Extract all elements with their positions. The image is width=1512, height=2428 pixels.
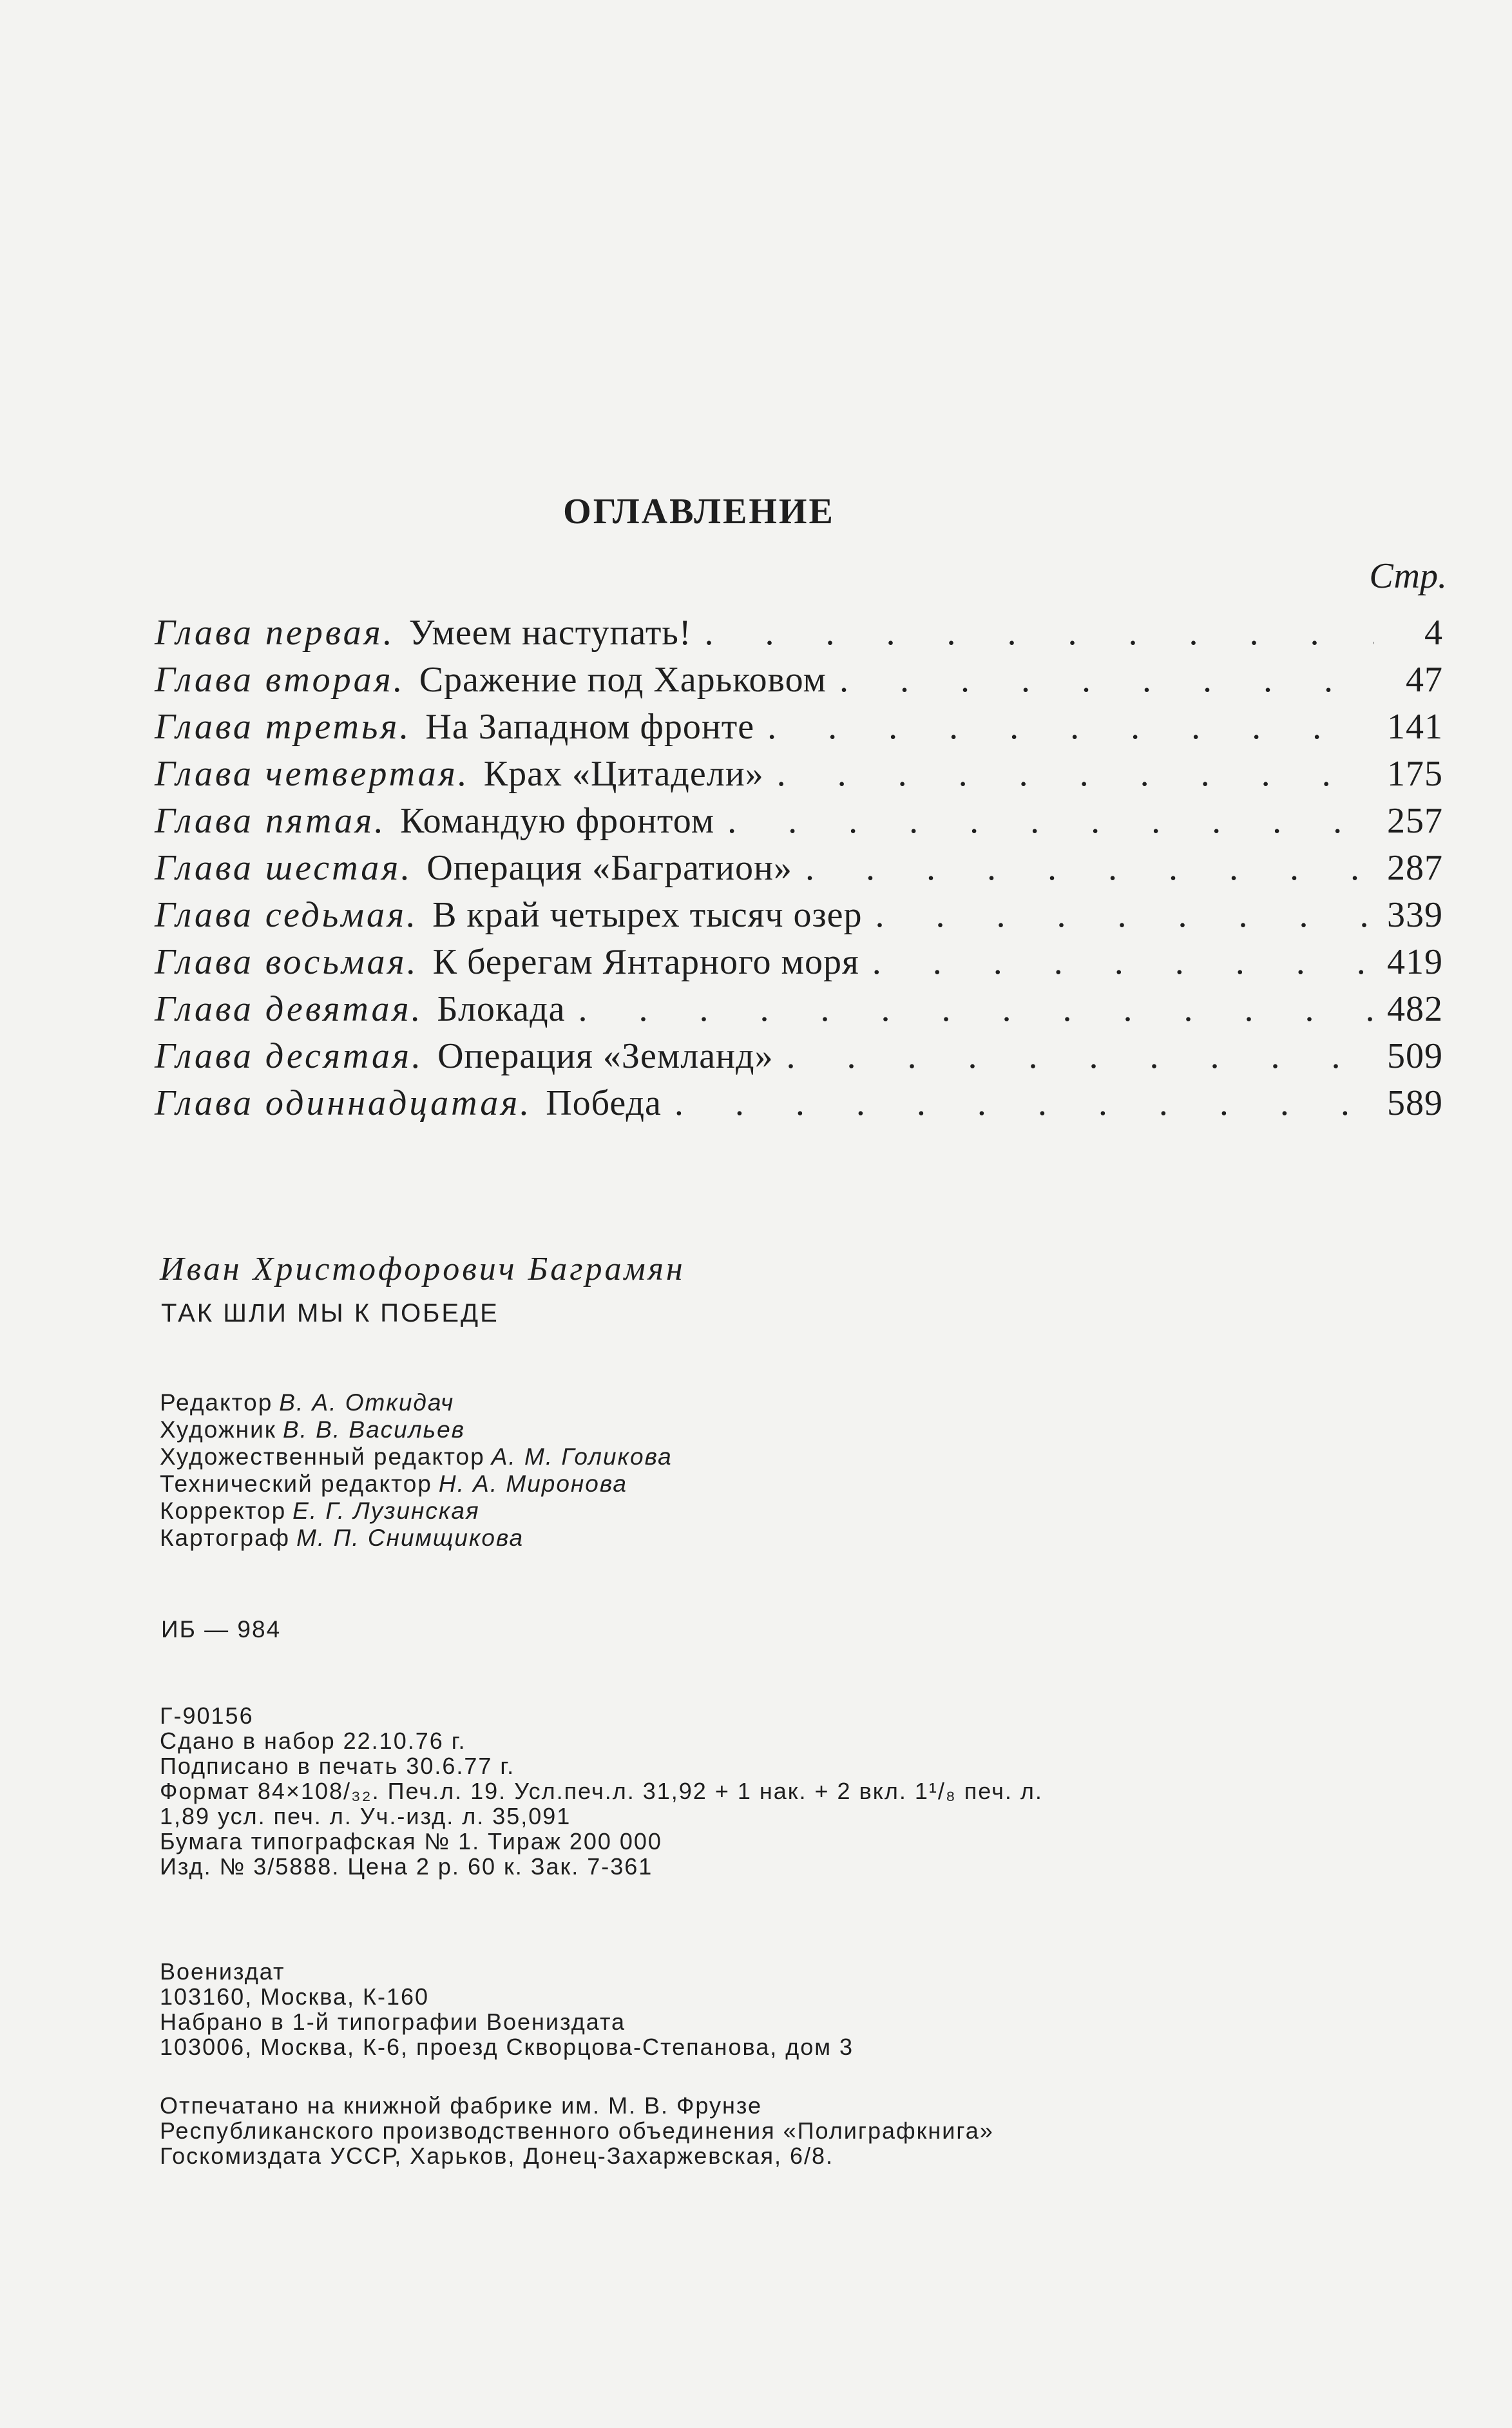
page-column-label: Стр. [1369,556,1447,596]
toc-entry [155,706,1443,753]
book-title: ТАК ШЛИ МЫ К ПОБЕДЕ [161,1299,499,1327]
table-of-contents [155,612,1443,1130]
printer-line: Госкомиздата УССР, Харьков, Донец-Захаржевская, 6/8. [160,2143,834,2169]
toc-title: Операция «Багратион» [426,848,792,888]
credit-role: Художник [160,1416,276,1443]
toc-title: Операция «Земланд» [437,1036,774,1076]
toc-chapter: Глава девятая. [155,989,423,1029]
toc-entry [155,988,1443,1036]
toc-entry [155,1036,1443,1083]
publisher-line: Набрано в 1-й типографии Воениздата [160,2009,626,2035]
credit-line [160,1525,673,1552]
imprint-block [160,1703,1043,1879]
toc-title: Победа [546,1083,662,1123]
toc-chapter: Глава первая. [155,613,395,653]
credit-person: Е. Г. Лузинская [292,1498,480,1524]
toc-entry [155,941,1443,988]
toc-entry [155,612,1443,659]
toc-page-number: 287 [1387,848,1443,888]
toc-chapter: Глава четвертая. [155,754,470,794]
imprint-line: Г-90156 [160,1702,254,1729]
ib-number: ИБ — 984 [161,1616,282,1643]
credit-role: Художественный редактор [160,1443,485,1470]
toc-entry [155,847,1443,894]
toc-leader-dots [839,659,1373,700]
imprint-line: Изд. № 3/5888. Цена 2 р. 60 к. Зак. 7-361 [160,1853,653,1880]
toc-page-number: 482 [1387,989,1443,1029]
toc-leader-dots [675,1083,1373,1124]
toc-title: Умеем наступать! [408,613,692,653]
toc-page-number: 47 [1406,660,1443,700]
toc-title: К берегам Янтарного моря [432,942,859,982]
toc-leader-dots [805,847,1373,889]
credit-person: В. А. Откидач [279,1389,455,1416]
publisher-block [160,1959,854,2059]
toc-title: Крах «Цитадели» [483,754,764,794]
toc-entry [155,659,1443,706]
toc-leader-dots [876,894,1373,936]
toc-entry [155,894,1443,941]
imprint-line: 1,89 усл. печ. л. Уч.-изд. л. 35,091 [160,1803,571,1829]
book-author: Иван Христофорович Баграмян [160,1251,685,1287]
toc-leader-dots [787,1036,1373,1077]
toc-chapter: Глава вторая. [155,660,405,700]
toc-chapter: Глава седьмая. [155,895,419,935]
printer-block [160,2093,994,2168]
toc-leader-dots [872,941,1373,983]
imprint-line: Формат 84×108/₃₂. Печ.л. 19. Усл.печ.л. 31,92 + 1 нак. + 2 вкл. 1¹/₈ печ. л. [160,1778,1043,1804]
toc-entry [155,800,1443,847]
toc-chapter: Глава восьмая. [155,942,419,982]
toc-title: На Западном фронте [425,707,755,747]
toc-leader-dots [767,706,1373,747]
toc-title: Командую фронтом [400,801,715,841]
credit-line [160,1498,673,1525]
credit-person: А. М. Голикова [491,1443,673,1470]
publisher-line: 103160, Москва, К-160 [160,1983,430,2010]
credit-person: М. П. Снимщикова [296,1525,524,1551]
publisher-line: Воениздат [160,1958,285,1985]
toc-chapter: Глава десятая. [155,1036,424,1076]
imprint-line: Бумага типографская № 1. Тираж 200 000 [160,1828,662,1855]
credit-role: Картограф [160,1525,291,1551]
publisher-line: 103006, Москва, К-6, проезд Скворцова-Степанова, дом 3 [160,2034,854,2060]
toc-page-number: 419 [1387,942,1443,982]
toc-title: Сражение под Харьковом [419,660,827,700]
toc-page-number: 4 [1424,613,1443,653]
toc-leader-dots [578,988,1373,1030]
toc-leader-dots [727,800,1373,842]
credit-role: Технический редактор [160,1470,432,1497]
toc-heading: ОГЛАВЛЕНИЕ [563,492,835,532]
toc-leader-dots [777,753,1373,795]
toc-page-number: 175 [1387,754,1443,794]
toc-page-number: 141 [1387,707,1443,747]
toc-entry [155,1083,1443,1130]
credit-line [160,1443,673,1470]
toc-chapter: Глава третья. [155,707,412,747]
printer-line: Республиканского производственного объединения «Полиграфкнига» [160,2117,994,2144]
credit-line [160,1389,673,1416]
imprint-line: Сдано в набор 22.10.76 г. [160,1728,466,1754]
imprint-line: Подписано в печать 30.6.77 г. [160,1753,515,1779]
credit-person: Н. А. Миронова [438,1470,627,1497]
toc-page-number: 589 [1387,1083,1443,1123]
toc-chapter: Глава одиннадцатая. [155,1083,532,1123]
printer-line: Отпечатано на книжной фабрике им. М. В. Фрунзе [160,2092,762,2119]
toc-chapter: Глава пятая. [155,801,387,841]
credit-role: Корректор [160,1498,287,1524]
toc-title: Блокада [437,989,566,1029]
credit-line [160,1416,673,1443]
credit-person: В. В. Васильев [282,1416,465,1443]
toc-page-number: 257 [1387,801,1443,841]
credit-line [160,1470,673,1498]
toc-entry [155,753,1443,800]
toc-leader-dots [704,612,1373,653]
toc-page-number: 339 [1387,895,1443,935]
toc-chapter: Глава шестая. [155,848,413,888]
toc-page-number: 509 [1387,1036,1443,1076]
credits-list [160,1389,673,1552]
credit-role: Редактор [160,1389,273,1416]
toc-title: В край четырех тысяч озер [432,895,863,935]
